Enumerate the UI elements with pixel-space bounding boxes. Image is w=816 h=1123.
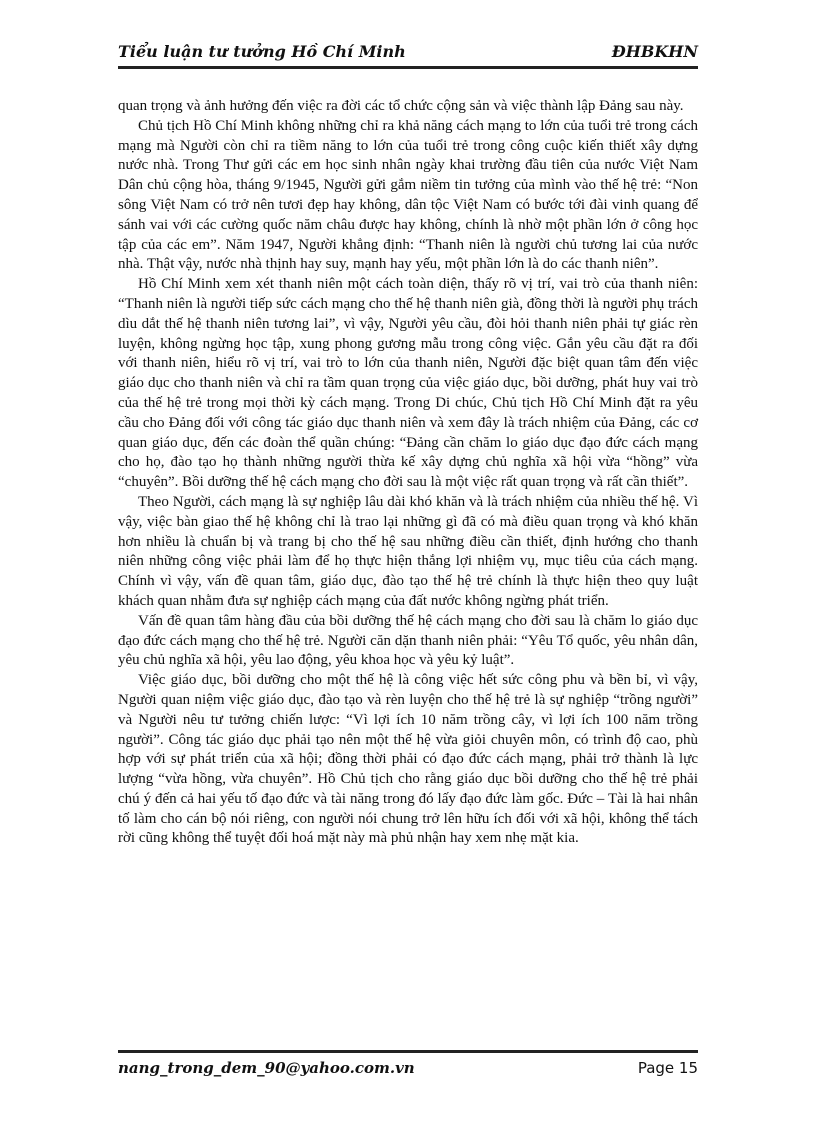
paragraph-1: quan trọng và ảnh hưởng đến việc ra đời các tổ chức cộng sản và việc thành lập Đảng sau này. <box>118 98 684 114</box>
body-text <box>118 97 698 849</box>
header-title: Tiểu luận tư tưởng Hồ Chí Minh <box>118 42 406 61</box>
page-header <box>118 38 698 66</box>
paragraph-2: Chủ tịch Hồ Chí Minh không những chỉ ra khả năng cách mạng to lớn của tuổi trẻ trong cách mạng mà Người còn chỉ ra tiềm năng to lớn của tuổi trẻ trong công cuộc kiến thiết xây dựng nước nhà. Trong Thư gửi các em học sinh nhân ngày khai trường đầu tiên của nước Việt Nam Dân chủ cộng hòa, tháng 9/1945, Người gửi gắm niềm tin tưởng của mình vào thế hệ trẻ: “Non sông Việt Nam có trở nên tươi đẹp hay không, dân tộc Việt Nam có bước tới đài vinh quang để sánh vai với các cường quốc năm châu được hay không, chính là nhờ một phần lớn ở công học tập của các em”. Năm 1947, Người khẳng định: “Thanh niên là người chủ tương lai của nước nhà. Thật vậy, nước nhà thịnh hay suy, mạnh hay yếu, một phần lớn là do các thanh niên”. <box>118 117 698 273</box>
header-organization: ĐHBKHN <box>611 42 698 61</box>
page-footer <box>118 1057 698 1081</box>
footer-divider <box>118 1050 698 1053</box>
paragraph-6: Việc giáo dục, bồi dưỡng cho một thế hệ là công việc hết sức công phu và bền bỉ, vì vậy, Người quan niệm việc giáo dục, đào tạo và rèn luyện cho thế hệ trẻ là sự nghiệp “trồng người” và Người nêu tư tưởng chiến lược: “Vì lợi ích 10 năm trồng cây, vì lợi ích 100 năm trồng người”. Công tác giáo dục phải tạo nên một thế hệ vừa giỏi chuyên môn, có trình độ cao, phù hợp với sự phát triển của xã hội; đồng thời phải có đạo đức cách mạng, phải trở thành là lực lượng “vừa hồng, vừa chuyên”. Hồ Chủ tịch cho rằng giáo dục bồi dưỡng cho thế hệ trẻ phải chú ý đến cả hai yếu tố đạo đức và tài năng trong đó lấy đạo đức làm gốc. Đức – Tài là hai nhân tố làm cho cán bộ nói riêng, con người nói chung trở lên hữu ích đối với xã hội, không thể tách rời cũng không thể tuyệt đối hoá mặt này mà phủ nhận hay xem nhẹ mặt kia. <box>118 672 698 847</box>
header-divider <box>118 66 698 69</box>
paragraph-4: Theo Người, cách mạng là sự nghiệp lâu dài khó khăn và là trách nhiệm của nhiều thế hệ. Vì vậy, việc bàn giao thế hệ không chỉ là trao lại những gì đã có mà điều quan trọng và khó khăn hơn nhiều là chuẩn bị và trang bị cho thế hệ sau những điều cần thiết, định hướng cho thanh niên những công việc phải làm để họ thực hiện thắng lợi nhiệm vụ, mục tiêu của cách mạng. Chính vì vậy, vấn đề quan tâm, giáo dục, đào tạo thế hệ trẻ chính là thực hiện theo quy luật khách quan nhằm đưa sự nghiệp cách mạng của đất nước không ngừng phát triển. <box>118 493 698 609</box>
paragraph-3: Hồ Chí Minh xem xét thanh niên một cách toàn diện, thấy rõ vị trí, vai trò của thanh niên: “Thanh niên là người tiếp sức cách mạng cho thế hệ thanh niên già, đồng thời là người phụ trách dìu dắt thế hệ thanh niên tương lai”, vì vậy, Người yêu cầu, đòi hỏi thanh niên phải tự giác rèn luyện, không ngừng học tập, xung phong gương mẫu trong công việc. Gắn yêu cầu đặt ra đối với thanh niên, hiểu rõ vị trí, vai trò to lớn của thanh niên, Người đặc biệt quan tâm đến việc giáo dục cho thanh niên và chỉ ra tầm quan trọng của việc giáo dục, bồi dưỡng, phát huy vai trò của thế hệ trẻ trong mọi thời kỳ cách mạng. Trong Di chúc, Chủ tịch Hồ Chí Minh đặt ra yêu cầu cho Đảng đối với công tác giáo dục thanh niên và xem đây là trách nhiệm của Đảng, các cơ quan giáo dục, đến các đoàn thể quần chúng: “Đảng cần chăm lo giáo dục đạo đức cách mạng cho họ, đào tạo họ thành những người thừa kế xây dựng chủ nghĩa xã hội vừa “hồng” vừa “chuyên”. Bồi dưỡng thế hệ cách mạng cho đời sau là một việc rất quan trọng và rất cần thiết”. <box>118 276 698 491</box>
paragraph-5: Vấn đề quan tâm hàng đầu của bồi dưỡng thế hệ cách mạng cho đời sau là chăm lo giáo dục đạo đức cách mạng cho thế hệ trẻ. Người căn dặn thanh niên phải: “Yêu Tổ quốc, yêu nhân dân, yêu chủ nghĩa xã hội, yêu lao động, yêu khoa học và yêu kỷ luật”. <box>118 612 698 669</box>
footer-email: nang_trong_dem_90@yahoo.com.vn <box>118 1059 415 1077</box>
page-number: Page 15 <box>637 1059 698 1077</box>
